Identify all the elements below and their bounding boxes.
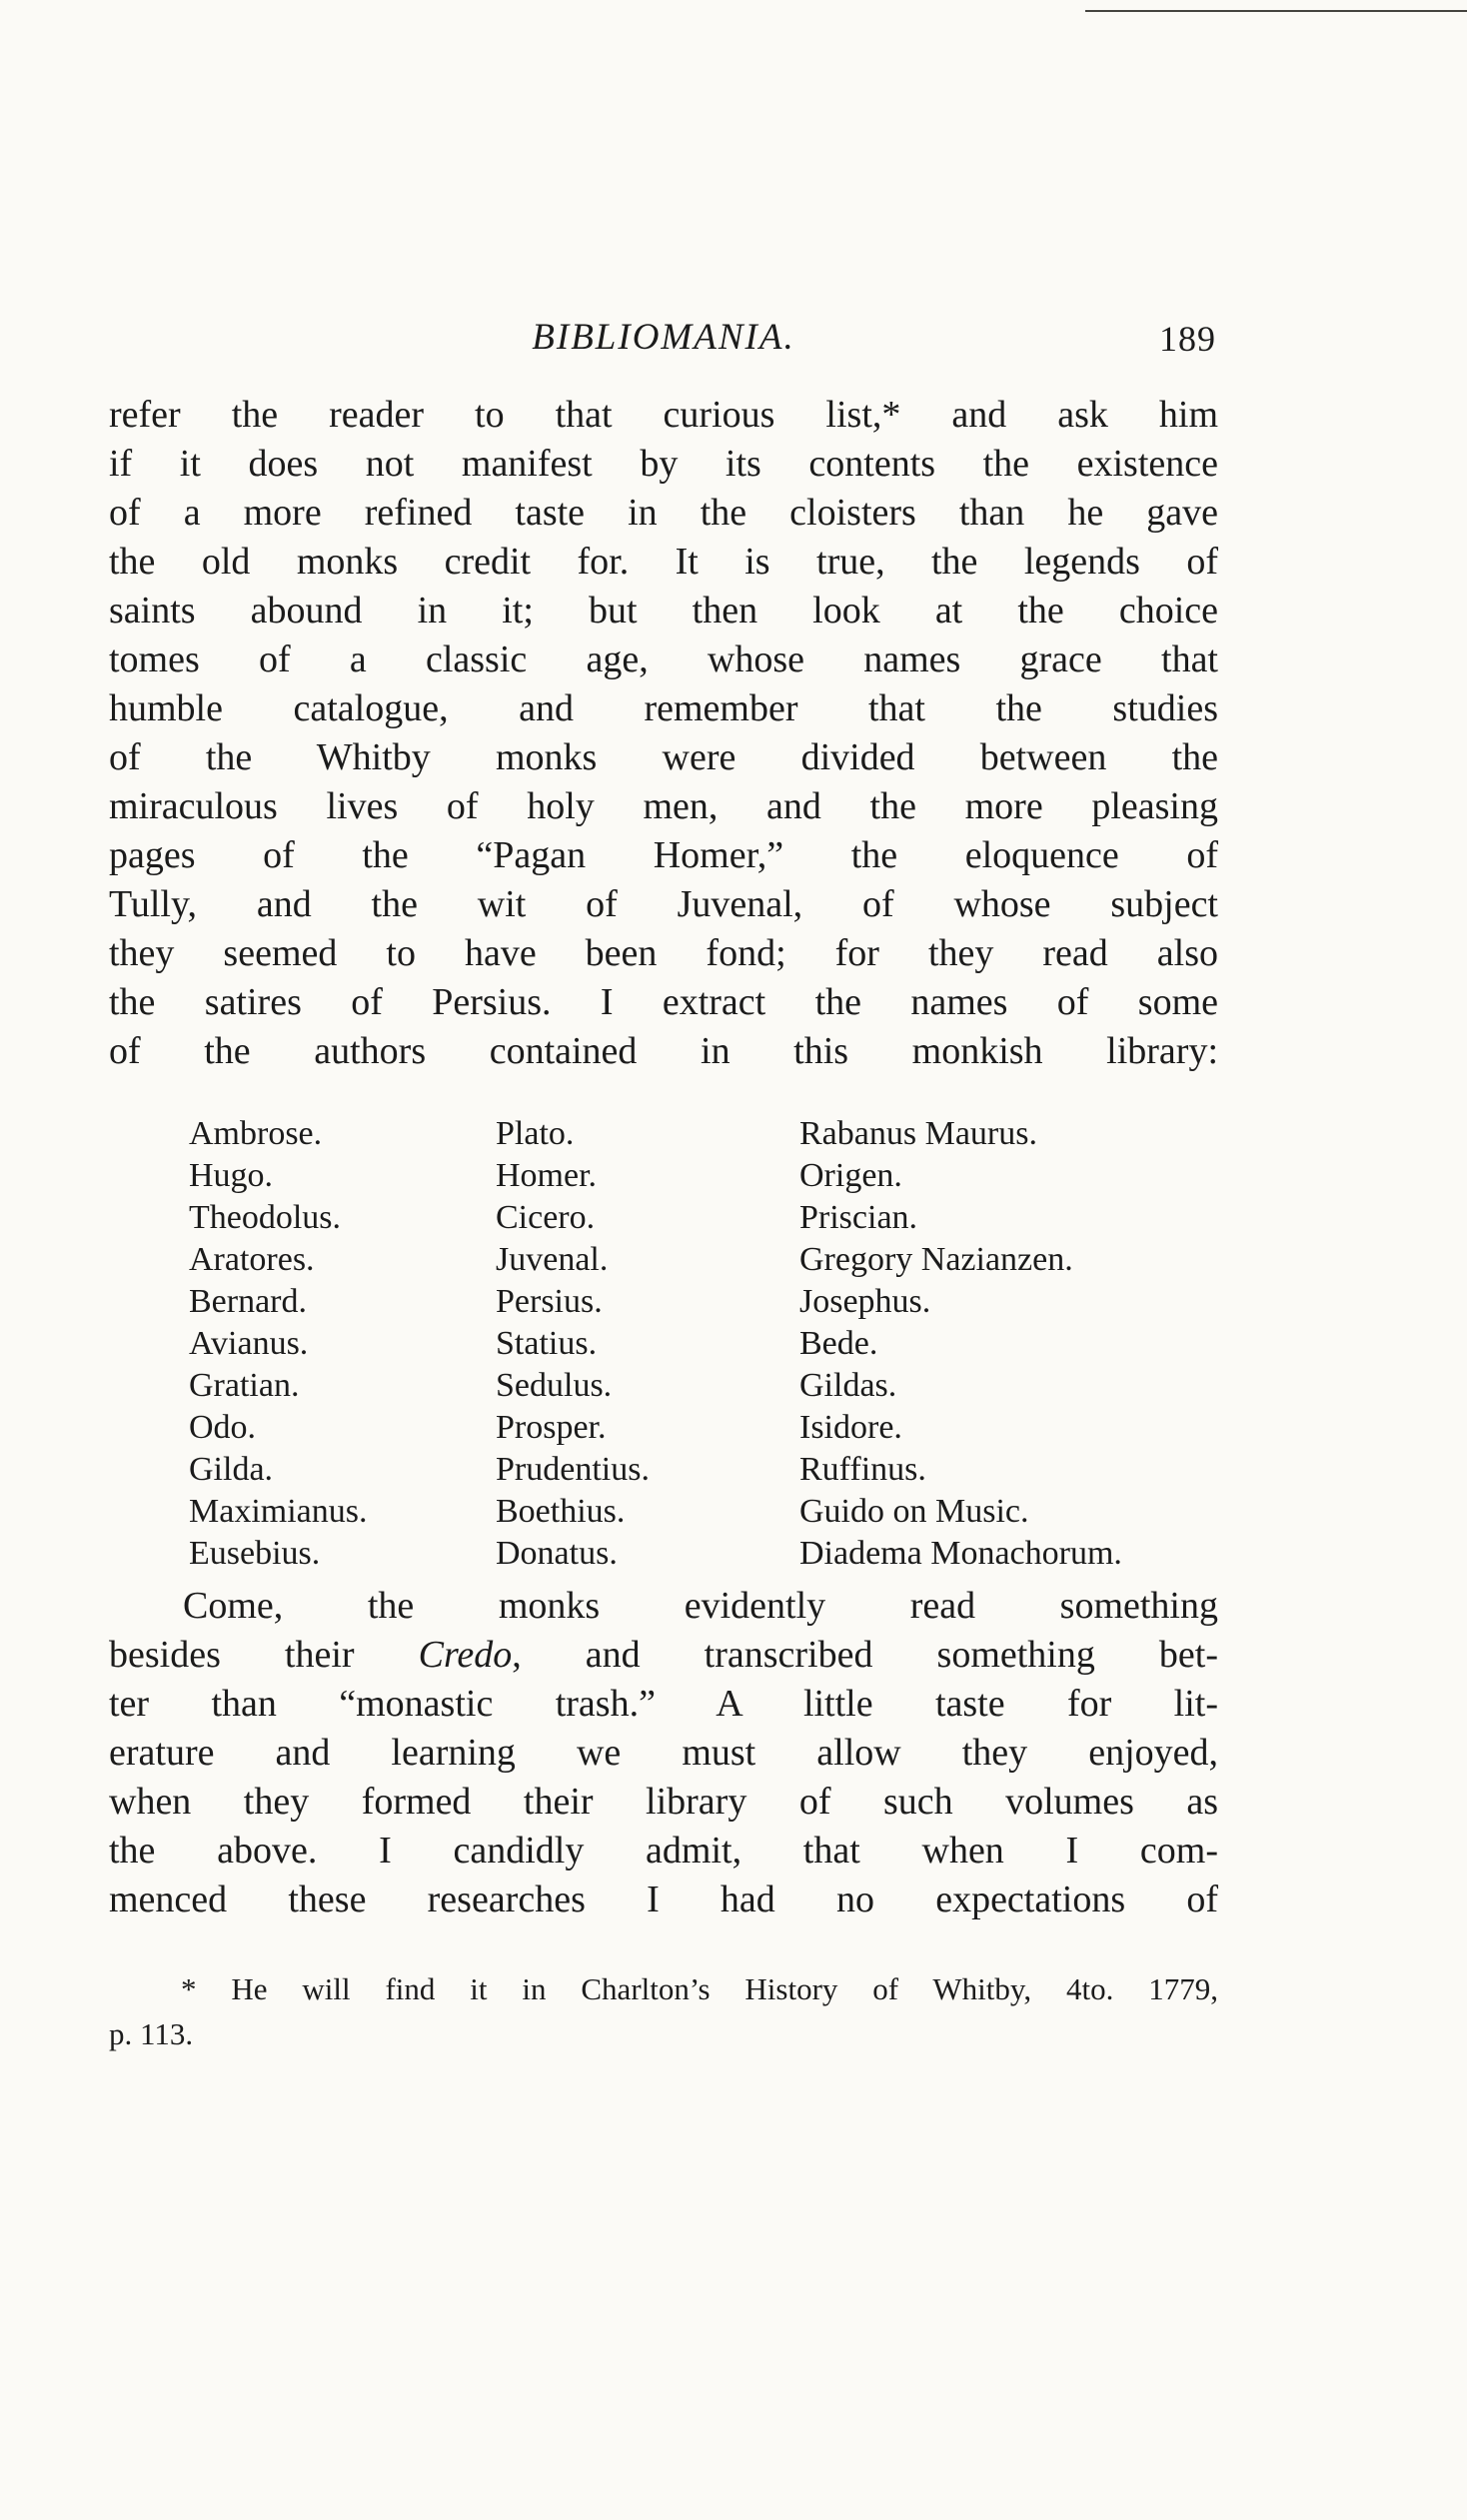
author-name: Bernard. xyxy=(189,1283,308,1320)
text-line: saints abound in it; but then look at the choice xyxy=(109,590,1218,631)
author-name: Guido on Music. xyxy=(799,1493,1029,1530)
text-line: Tully, and the wit of Juvenal, of whose subject xyxy=(109,883,1218,925)
author-name: Rabanus Maurus. xyxy=(799,1115,1037,1152)
author-name: Donatus. xyxy=(496,1535,618,1572)
author-name: Ambrose. xyxy=(189,1115,323,1152)
text-line: tomes of a classic age, whose names grace that xyxy=(109,638,1218,680)
author-name: Juvenal. xyxy=(496,1241,609,1278)
footnote-line: p. 113. xyxy=(109,2016,194,2051)
text-line: Come, the monks evidently read something xyxy=(183,1585,1218,1627)
author-name: Prosper. xyxy=(496,1409,607,1446)
author-name: Odo. xyxy=(189,1409,257,1446)
author-name: Aratores. xyxy=(189,1241,315,1278)
author-name: Sedulus. xyxy=(496,1367,613,1404)
paragraph-1 xyxy=(109,391,1218,1076)
text-line: erature and learning we must allow they enjoyed, xyxy=(109,1732,1218,1774)
author-column-1 xyxy=(189,1113,496,1575)
text-line: miraculous lives of holy men, and the more pleasing xyxy=(109,785,1218,827)
text-segment: , and transcribed something bet- xyxy=(512,1634,1218,1676)
text-line: humble catalogue, and remember that the studies xyxy=(109,687,1218,729)
author-name: Diadema Monachorum. xyxy=(799,1535,1122,1572)
author-name: Priscian. xyxy=(799,1199,918,1236)
author-name: Josephus. xyxy=(799,1283,931,1320)
text-line: ter than “monastic trash.” A little taste for lit- xyxy=(109,1683,1218,1725)
author-name: Persius. xyxy=(496,1283,603,1320)
author-column-3 xyxy=(799,1113,1220,1575)
author-column-2 xyxy=(496,1113,799,1575)
text-line: of the authors contained in this monkish library: xyxy=(109,1030,1218,1072)
paragraph-2 xyxy=(109,1582,1218,1924)
text-line: menced these researches I had no expectations of xyxy=(109,1879,1218,1920)
text-line: the above. I candidly admit, that when I com- xyxy=(109,1830,1218,1872)
text-line: the old monks credit for. It is true, the legends of xyxy=(109,541,1218,583)
author-name: Avianus. xyxy=(189,1325,309,1362)
author-name: Ruffinus. xyxy=(799,1451,926,1488)
author-name: Bede. xyxy=(799,1325,878,1362)
text-line: pages of the “Pagan Homer,” the eloquence of xyxy=(109,834,1218,876)
author-name: Theodolus. xyxy=(189,1199,342,1236)
top-edge-rule xyxy=(1085,10,1467,12)
author-name: Maximianus. xyxy=(189,1493,368,1530)
author-name: Gregory Nazianzen. xyxy=(799,1241,1073,1278)
author-name: Statius. xyxy=(496,1325,598,1362)
author-name: Homer. xyxy=(496,1157,598,1194)
author-name: Gilda. xyxy=(189,1451,274,1488)
page-number: 189 xyxy=(1159,319,1216,359)
text-line xyxy=(109,1631,1218,1680)
author-name: Origen. xyxy=(799,1157,902,1194)
author-name: Isidore. xyxy=(799,1409,902,1446)
author-name: Plato. xyxy=(496,1115,575,1152)
text-line: refer the reader to that curious list,* and ask him xyxy=(109,394,1218,436)
text-line: if it does not manifest by its contents the existence xyxy=(109,443,1218,485)
footnote-line: * He will find it in Charlton’s History of Whitby, 4to. 1779, xyxy=(181,1971,1218,2006)
text-line: of the Whitby monks were divided between the xyxy=(109,736,1218,778)
author-name: Gratian. xyxy=(189,1367,300,1404)
author-name: Cicero. xyxy=(496,1199,596,1236)
footnote xyxy=(109,1966,1218,2056)
author-name: Gildas. xyxy=(799,1367,897,1404)
author-list xyxy=(189,1113,1220,1575)
text-line: when they formed their library of such volumes as xyxy=(109,1781,1218,1823)
text-line: of a more refined taste in the cloisters than he gave xyxy=(109,492,1218,534)
credo-italic-word: Credo xyxy=(418,1634,513,1676)
page-header xyxy=(109,316,1218,368)
author-name: Hugo. xyxy=(189,1157,274,1194)
text-line: the satires of Persius. I extract the names of some xyxy=(109,981,1218,1023)
running-title: BIBLIOMANIA. xyxy=(532,317,795,358)
text-line: they seemed to have been fond; for they read also xyxy=(109,932,1218,974)
author-name: Boethius. xyxy=(496,1493,626,1530)
author-name: Prudentius. xyxy=(496,1451,650,1488)
text-segment: besides their xyxy=(109,1634,419,1676)
author-name: Eusebius. xyxy=(189,1535,321,1572)
